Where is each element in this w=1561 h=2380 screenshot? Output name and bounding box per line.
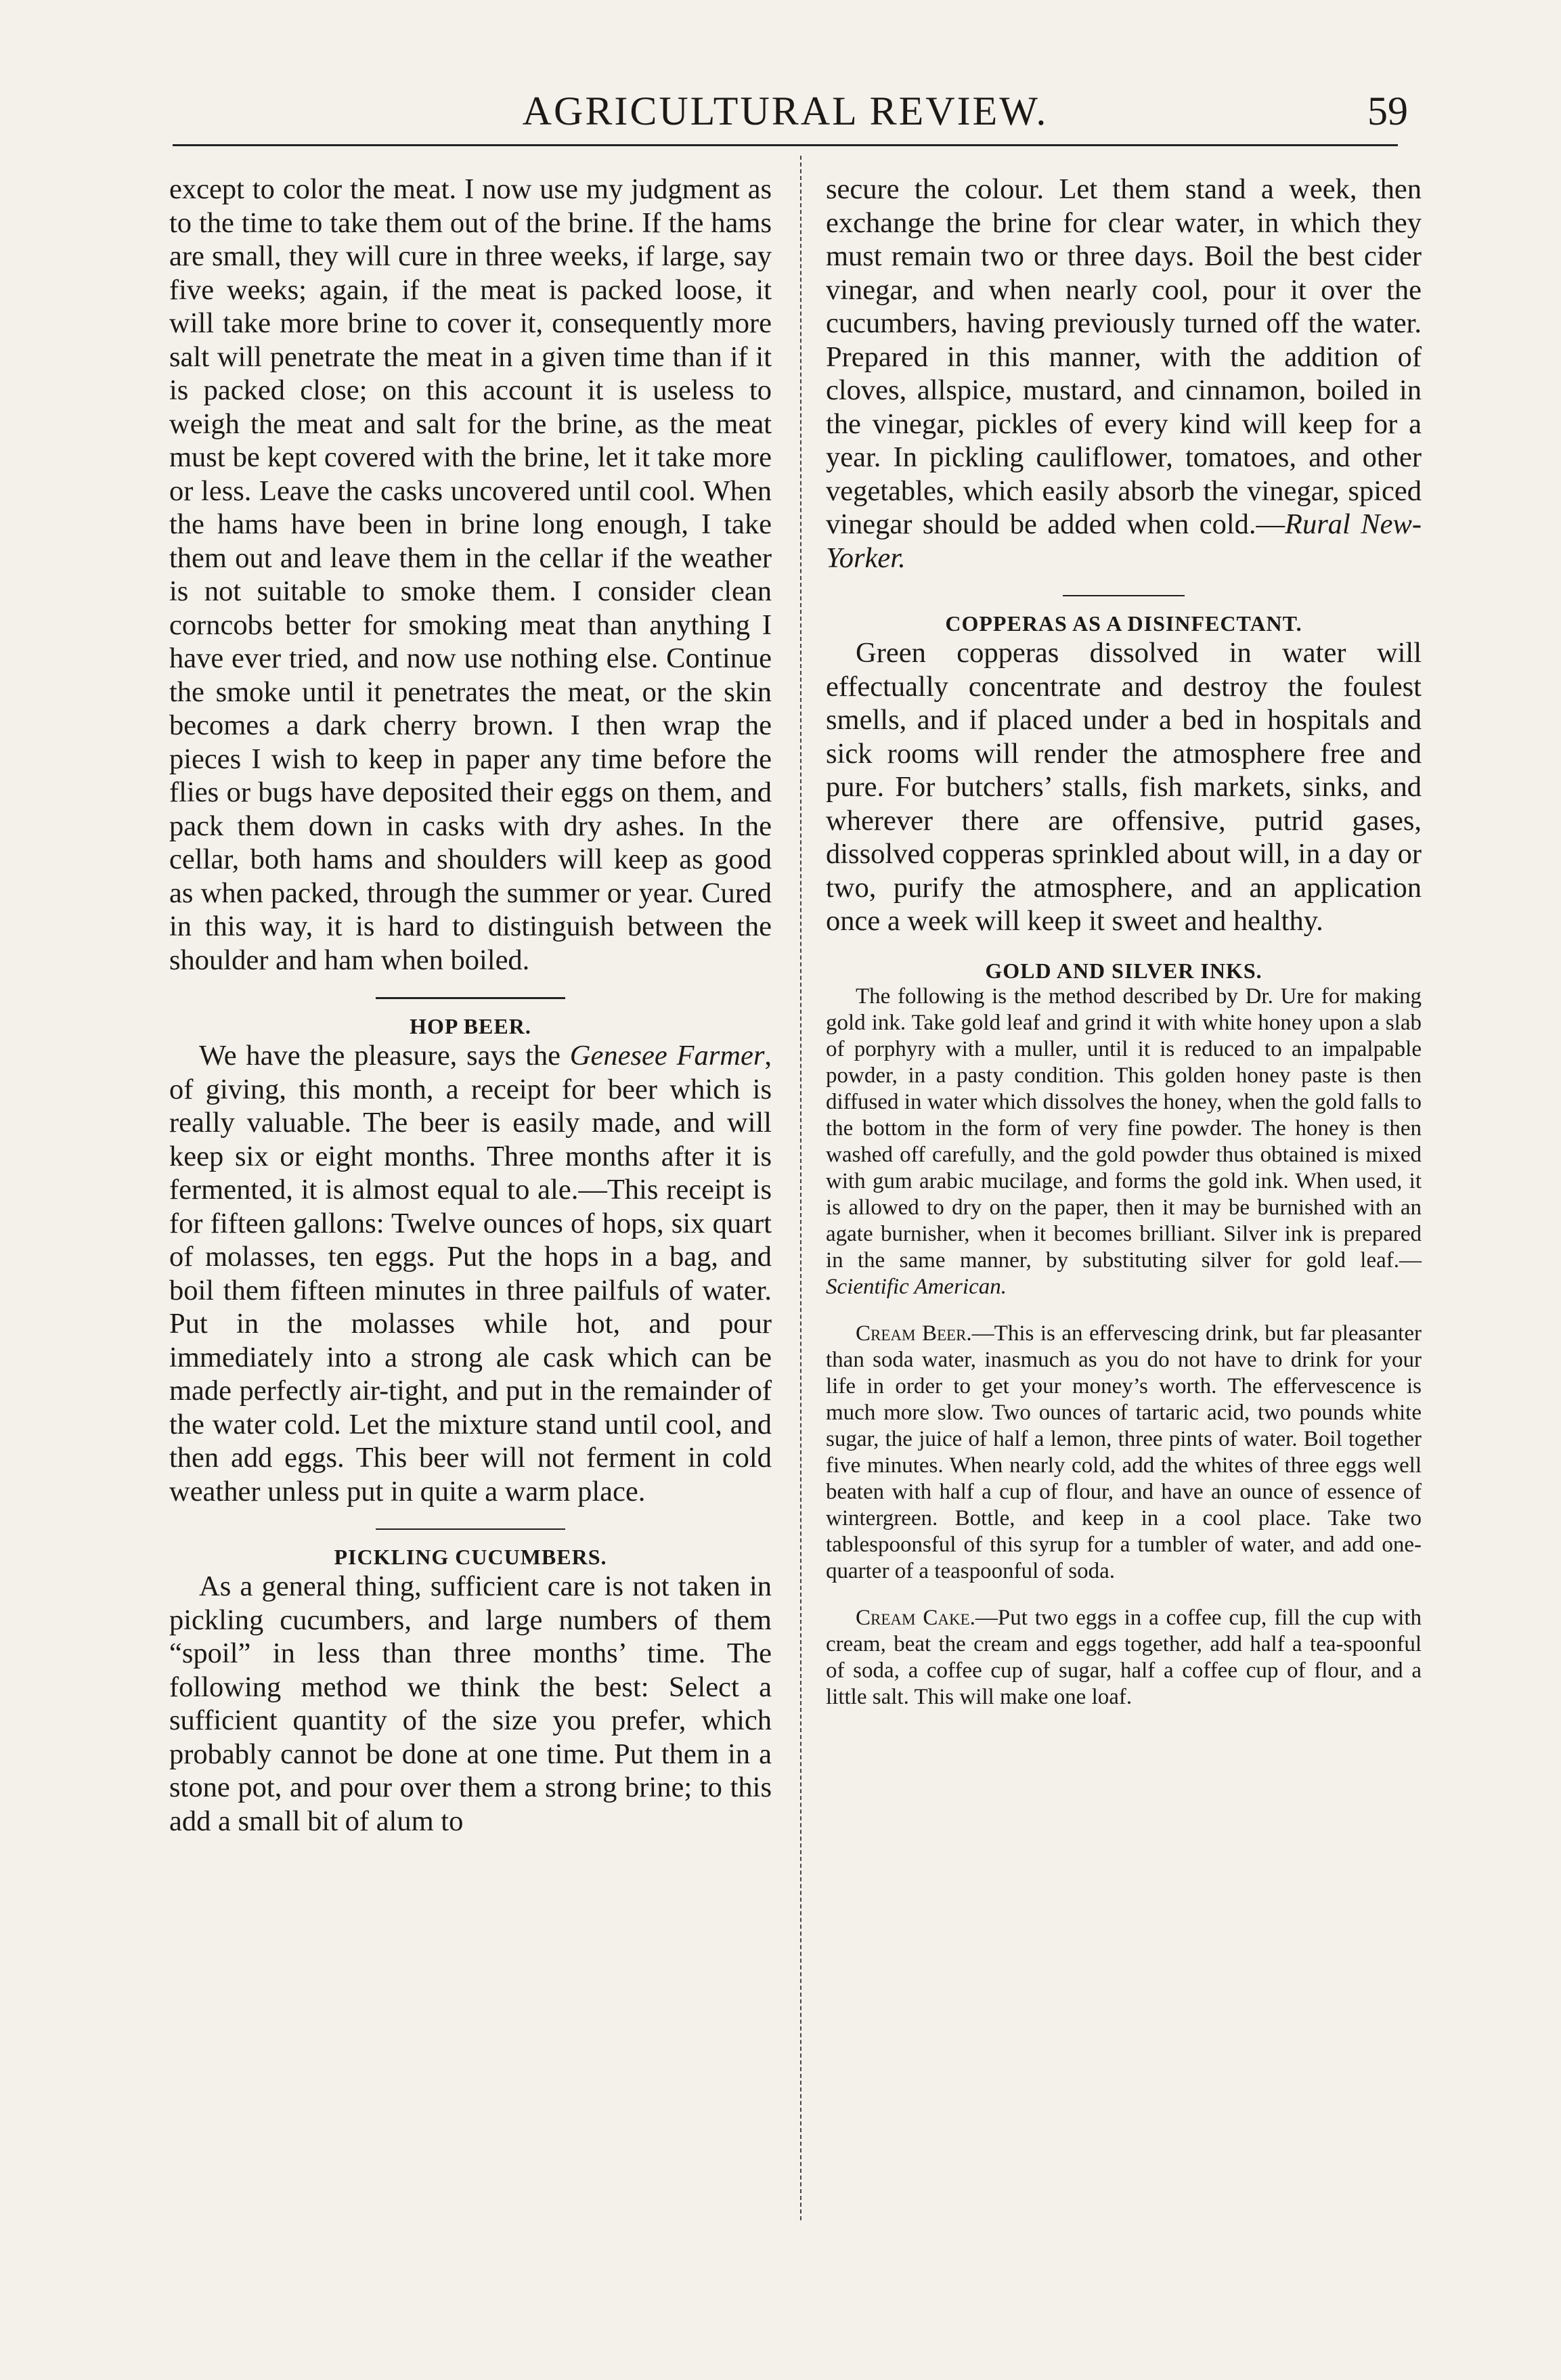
cream-cake-title: Cream Cake. xyxy=(856,1605,975,1630)
pickling-continued: secure the colour. Let them stand a week, then exchange the brine for clear water, in which they must remain two or three days. Boil the best cider vinegar, and when nearly cool, pour it over the cucumbers, having previously turned off the water. Prepared in this manner, with the addition of cloves, allspice, mustard, and cinnamon, boiled in the vinegar, pickles of every kind will keep for a year. In pickling cauliflower, tomatoes, and other vegetables, which easily absorb the vinegar, spiced vinegar should be added when cold.—Rural New-Yorker. xyxy=(826,173,1422,574)
page-number: 59 xyxy=(1367,89,1408,133)
pickling-body: As a general thing, sufficient care is not taken in pickling cucumbers, and large numbers of them “spoil” in less than three months’ time. The following method we think the best: Select a sufficient quantity of the size you prefer, which probably cannot be done at one time. Put them in a stone pot, and pour over them a strong brine; to this add a small bit of alum to xyxy=(169,1570,772,1837)
cream-beer-body: —This is an effervescing drink, but far pleasanter than soda water, inasmuch as you do not have to drink for your life in order to get your money’s worth. The effervescence is much more slow. Two ounces of tartaric acid, two pounds white sugar, the juice of half a lemon, three pints of water. Boil together five minutes. When nearly cold, add the whites of three eggs well beaten with half a cup of flour, and have an ounce of essence of wintergreen. Bottle, and keep in a cool place. Take two tablespoonsful of this syrup for a tumbler of water, and add one-quarter of a teaspoonful of soda. xyxy=(826,1321,1422,1583)
inks-title: GOLD AND SILVER INKS. xyxy=(985,958,1262,983)
cream-cake-entry xyxy=(826,1605,1422,1711)
ham-curing-continued: except to color the meat. I now use my judgment as to the time to take them out of the brine. If the hams are small, they will cure in three weeks, if large, say five weeks; again, if the meat is packed loose, it will take more brine to cover it, consequently more salt will penetrate the meat in a given time than if it is packed close; on this account it is useless to weigh the meat and salt for the brine, as the meat must be kept covered with the brine, let it take more or less. Leave the casks uncovered until cool. When the hams have been in brine long enough, I take them out and leave them in the cellar if the weather is not suitable to smoke them. I consider clean corncobs better for smoking meat than anything I have ever tried, and now use nothing else. Continue the smoke until it penetrates the meat, or the skin becomes a dark cherry brown. I then wrap the pieces I wish to keep in paper any time before the flies or bugs have deposited their eggs on them, and pack them down in casks with dry ashes. In the cellar, both hams and shoulders will keep as good as when packed, through the summer or year. Cured in this way, it is hard to distinguish between the shoulder and ham when boiled. xyxy=(169,173,772,976)
header-rule xyxy=(173,144,1398,146)
copperas-body: Green copperas dissolved in water will effectually concentrate and destroy the foulest smells, and if placed under a bed in hospitals and sick rooms will render the atmosphere free and pure. For butchers’ stalls, fish markets, sinks, and wherever there are offensive, putrid gases, dissolved copperas sprinkled about will, in a day or two, purify the atmosphere, and an application once a week will keep it sweet and healthy. xyxy=(826,637,1422,937)
column-divider xyxy=(800,156,801,2220)
cream-beer-entry xyxy=(826,1321,1422,1585)
hop-beer-title: HOP BEER. xyxy=(410,1014,531,1038)
running-title: AGRICULTURAL REVIEW. xyxy=(522,89,1049,133)
page-header xyxy=(162,88,1408,142)
hop-beer-source: Genesee Farmer xyxy=(569,1040,765,1072)
pickling-title: PICKLING CUCUMBERS. xyxy=(334,1545,607,1569)
cream-beer-title: Cream Beer. xyxy=(856,1321,972,1346)
right-column xyxy=(826,173,1422,1711)
inks-source: Scientific American. xyxy=(826,1274,1007,1299)
copperas-title: COPPERAS AS A DISINFECTANT. xyxy=(945,611,1302,636)
left-column xyxy=(169,173,772,1838)
pickling-source: Rural New-Yorker. xyxy=(826,508,1422,574)
cream-cake-body: —Put two eggs in a coffee cup, fill the cup with cream, beat the cream and eggs together, add half a tea-spoonful of soda, a coffee cup of sugar, half a coffee cup of flour, and a little salt. This will make one loaf. xyxy=(826,1605,1422,1709)
hop-beer-body: We have the pleasure, says the Genesee Farmer, of giving, this month, a receipt for beer which is really valuable. The beer is easily made, and will keep six or eight months. Three months after it is fermented, it is almost equal to ale.—This receipt is for fifteen gallons: Twelve ounces of hops, six quart of molasses, ten eggs. Put the hops in a bag, and boil them fifteen minutes in three pailfuls of water. Put in the molasses while hot, and pour immediately into a strong ale cask which can be made perfectly air-tight, and put in the remainder of the water cold. Let the mixture stand until cool, and then add eggs. This beer will not ferment in cold weather unless put in quite a warm place. xyxy=(169,1040,772,1507)
inks-body: The following is the method described by Dr. Ure for making gold ink. Take gold leaf and grind it with white honey upon a slab of porphyry with a muller, until it is reduced to an impalpable powder, in a pasty condition. This golden honey paste is then diffused in water which dissolves the honey, when the gold falls to the bottom in the form of very fine powder. The honey is then washed off carefully, and the gold powder thus obtained is mixed with gum arabic mucilage, and forms the gold ink. When used, it is allowed to dry on the paper, then it may be burnished with an agate burnisher, when it becomes brilliant. Silver ink is prepared in the same manner, by substituting silver for gold leaf.—Scientific American. xyxy=(826,984,1422,1299)
